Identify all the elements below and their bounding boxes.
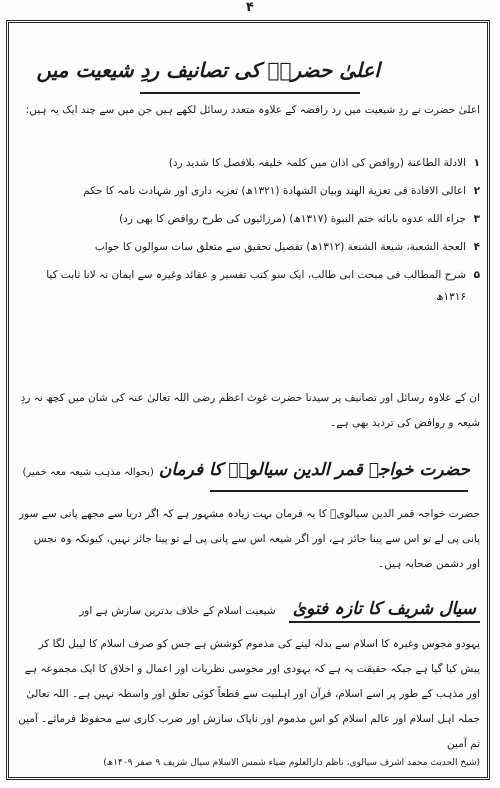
fatwa-heading-row [18, 598, 480, 628]
section-heading-khwaja [22, 460, 470, 490]
item-text: شرح المطالب فی مبحث ابی طالب، ایک سو کتب تفسیر و عقائد وغیرہ سے ایمان نہ لانا ثابت کیا ۱۳۱۶ھ [46, 269, 466, 303]
item-number: ۴ [473, 241, 480, 253]
works-list-item [18, 236, 480, 258]
heading-khwaja-source: (بحوالہ مذہب شیعہ معہ خمیر) [22, 467, 154, 478]
page-number: ۴ [246, 0, 254, 15]
item-text: اعالی الافادة فی تعزیة الهند وبیان الشهادة (۱۳۲۱ھ) تعزیہ داری اور شہادت نامہ کا حکم [83, 185, 466, 197]
khwaja-paragraph: حضرت خواجہ قمر الدین سیالویؒ کا یہ فرمان بہت زیادہ مشہور ہے کہ اگر دریا سے مجھے پانی سے سور پانی پی لے تو اس سے پینا جائز ہے، اور اگر شیعہ اس سے پانی پی لے تو پینا جائز نہیں، کیونکہ وہ نجس اور دشمن صحابہ ہیں۔ [19, 508, 480, 570]
closing-paragraph: ان کے علاوہ رسائل اور تصانیف پر سیدنا حضرت غوث اعظم رضی اللہ تعالیٰ عنہ کی شان میں کچھ نہ ردِ شیعہ و روافض کی تردید بھی ہے۔ [20, 392, 480, 429]
works-list [18, 152, 480, 384]
fatwa-paragraph: یہودو مجوس وغیرہ کا اسلام سے بدلہ لینے کی مذموم کوشش ہے جس کو صرف اسلام کا لیبل لگا کر پیش کیا گیا ہے جبکہ حقیقت یہ ہے کہ یہودی اور مجوسی نظریات اور اعمال و اخلاق کا ایک مجموعہ ہے اور مذہب کے طور پر اسے اسلام، قرآن اور اہلبیت سے قطعاً کوئی تعلق اور واسطہ نہیں ہے۔ اللہ تعالیٰ جملہ اہل اسلام اور عالم اسلام کو اس مذموم اور ناپاک سازش اور ضرب کاری سے محفوظ فرمائے۔ آمین ثم آمین [18, 638, 480, 750]
item-number: ۵ [473, 269, 480, 281]
item-number: ۱ [473, 157, 480, 169]
item-text: الادلة الطاعنة (روافض کی اذان میں کلمہ خلیفہ بلافصل کا شدید رد) [168, 157, 466, 169]
item-text: العجة الشعبة، شیعة الشنعة (۱۳۱۲ھ) تفصیل تحقیق سے متعلق سات سوالوں کا جواب [94, 241, 466, 253]
item-text: جزاء الله عدوه بابائه ختم النبوة (۱۳۱۷ھ) (مرزائیوں کی طرح روافض کا بھی رد) [119, 213, 466, 225]
section-heading-works: اعلیٰ حضرتؒ کی تصانیف ردِ شیعیت میں [36, 58, 380, 82]
works-list-item [18, 264, 480, 308]
works-list-item [18, 152, 480, 174]
intro-paragraph: اعلیٰ حضرت نے ردِ شیعیت میں رد رافضہ کے علاوہ متعدد رسائل لکھے ہیں جن میں سے چند ایک یہ ہیں: [25, 104, 480, 116]
fatwa-signature: (شیخ الحدیث محمد اشرف سیالوی، ناظم دارالعلوم ضیاء شمس الاسلام سیال شریف ۹ صفر ۱۴۰۹ھ) [103, 758, 480, 768]
section-heading-fatwa: سیال شریف کا تازہ فتویٰ [289, 598, 480, 623]
heading-underline [210, 490, 468, 492]
fatwa-heading-continuation: شیعیت اسلام کے خلاف بدترین سازش ہے اور [79, 605, 276, 617]
item-number: ۲ [473, 185, 480, 197]
item-number: ۳ [473, 213, 480, 225]
heading-khwaja-title: حضرت خواجہ قمر الدین سیالویؒ کا فرمان [158, 460, 470, 480]
heading-underline [140, 92, 360, 94]
works-list-item [18, 208, 480, 230]
works-list-item [18, 180, 480, 202]
